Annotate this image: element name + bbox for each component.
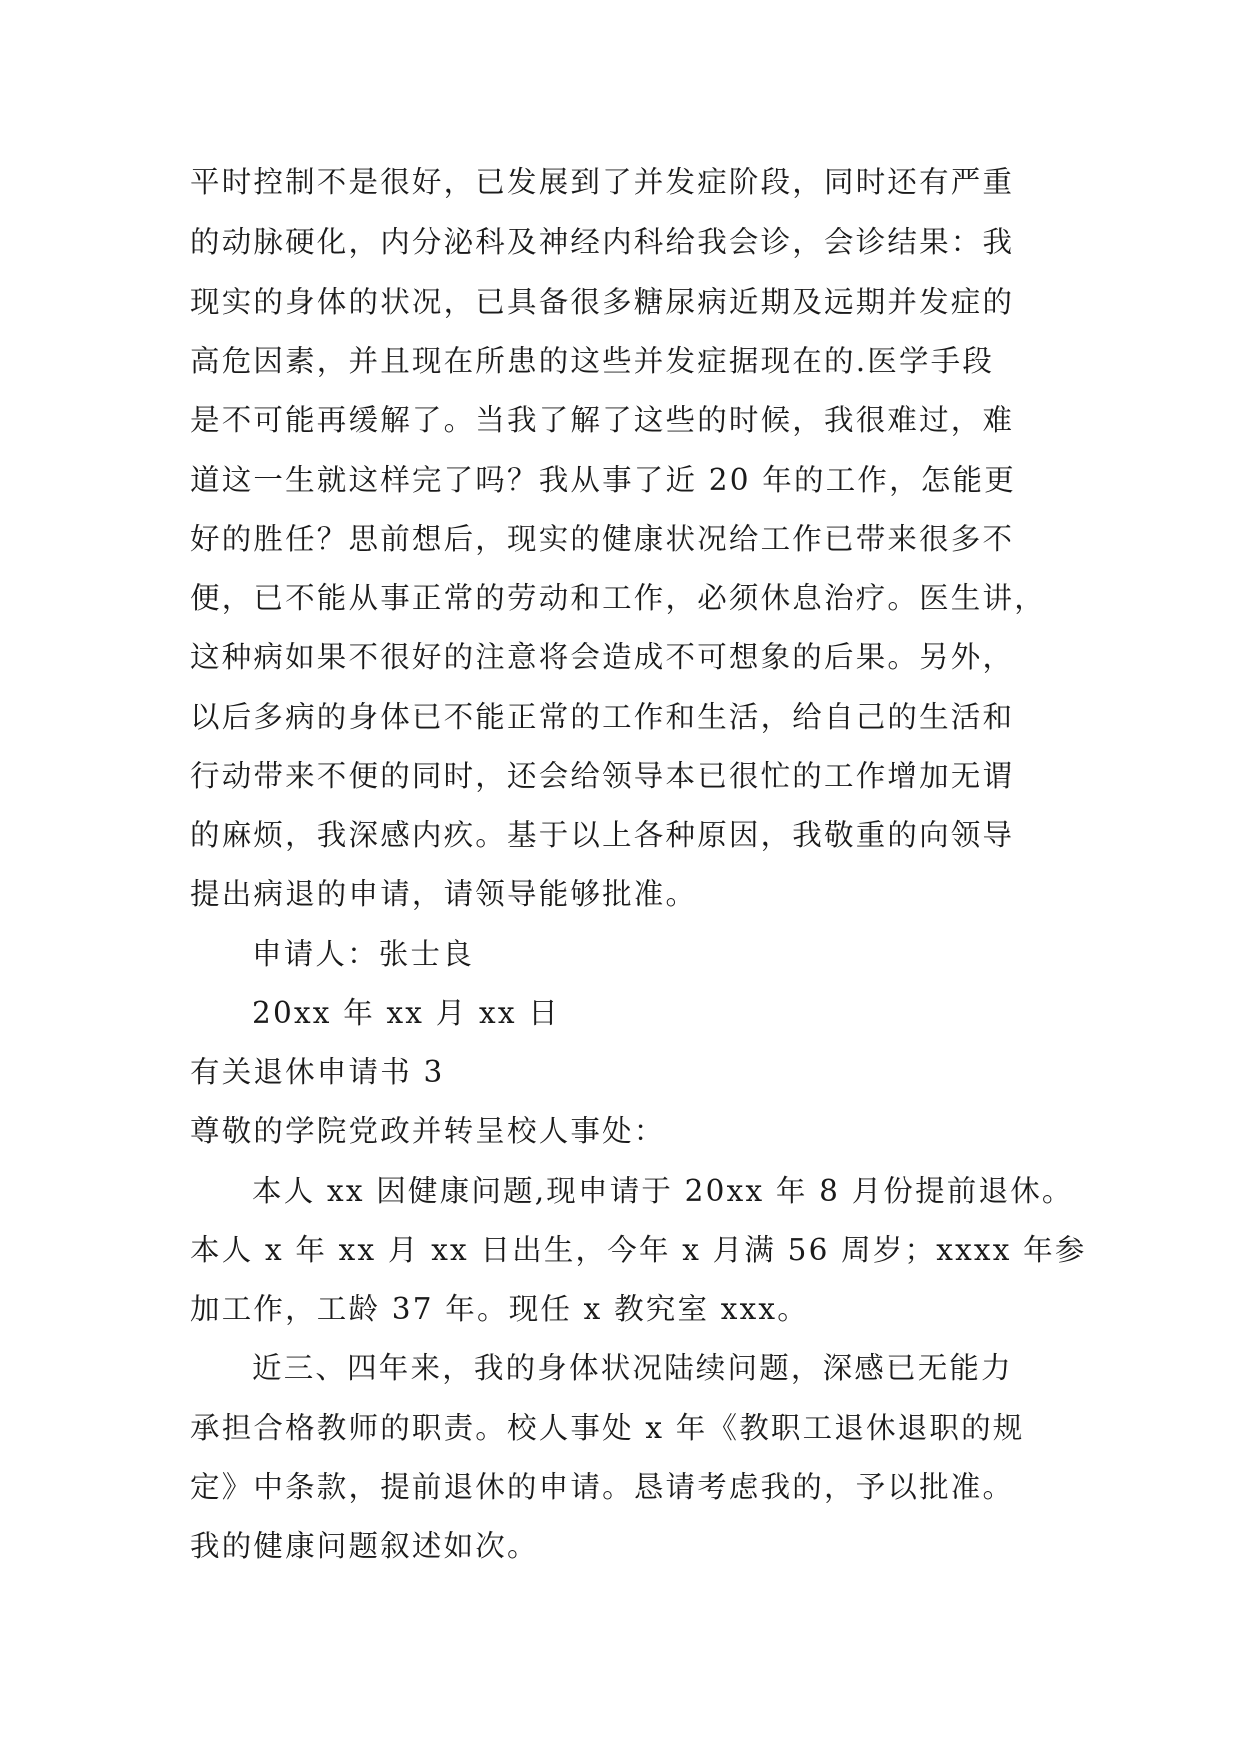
body-text-line: 高危因素，并且现在所患的这些并发症据现在的.医学手段 [190, 344, 995, 378]
body-text-line: 行动带来不便的同时，还会给领导本已很忙的工作增加无谓 [190, 759, 1015, 793]
body-text-line: 本人 x 年 xx 月 xx 日出生，今年 x 月满 56 周岁；xxxx 年参 [190, 1233, 1087, 1267]
body-text-line: 以后多病的身体已不能正常的工作和生活，给自己的生活和 [190, 700, 1015, 734]
body-text-line: 我的健康问题叙述如次。 [190, 1529, 539, 1563]
body-text-line: 好的胜任？思前想后，现实的健康状况给工作已带来很多不 [190, 522, 1015, 556]
body-text-line: 道这一生就这样完了吗？我从事了近 20 年的工作，怎能更 [190, 463, 1016, 497]
body-text-line: 定》中条款，提前退休的申请。恳请考虑我的，予以批准。 [190, 1470, 1015, 1504]
body-text-line: 加工作，工龄 37 年。现任 x 教究室 xxx。 [190, 1292, 809, 1326]
body-text-line: 是不可能再缓解了。当我了解了这些的时候，我很难过，难 [190, 403, 1015, 437]
applicant-signature-line: 申请人：张士良 [252, 937, 474, 971]
section-title: 有关退休申请书 3 [190, 1055, 445, 1089]
body-text-line: 承担合格教师的职责。校人事处 x 年《教职工退休退职的规 [190, 1411, 1025, 1445]
salutation: 尊敬的学院党政并转呈校人事处： [190, 1114, 666, 1148]
body-text-line: 这种病如果不很好的注意将会造成不可想象的后果。另外， [190, 640, 1015, 674]
body-text-line: 的麻烦，我深感内疚。基于以上各种原因，我敬重的向领导 [190, 818, 1015, 852]
application-date: 20xx 年 xx 月 xx 日 [252, 996, 560, 1030]
body-text-line: 现实的身体的状况，已具备很多糖尿病近期及远期并发症的 [190, 285, 1015, 319]
paragraph-first-line: 近三、四年来，我的身体状况陆续问题，深感已无能力 [252, 1351, 1013, 1385]
body-text-line: 提出病退的申请，请领导能够批准。 [190, 877, 698, 911]
paragraph-first-line: 本人 xx 因健康问题,现申请于 20xx 年 8 月份提前退休。 [252, 1174, 1074, 1208]
body-text-line: 平时控制不是很好，已发展到了并发症阶段，同时还有严重 [190, 165, 1015, 199]
body-text-line: 便，已不能从事正常的劳动和工作，必须休息治疗。医生讲， [190, 581, 1046, 615]
body-text-line: 的动脉硬化，内分泌科及神经内科给我会诊，会诊结果：我 [190, 225, 1015, 259]
